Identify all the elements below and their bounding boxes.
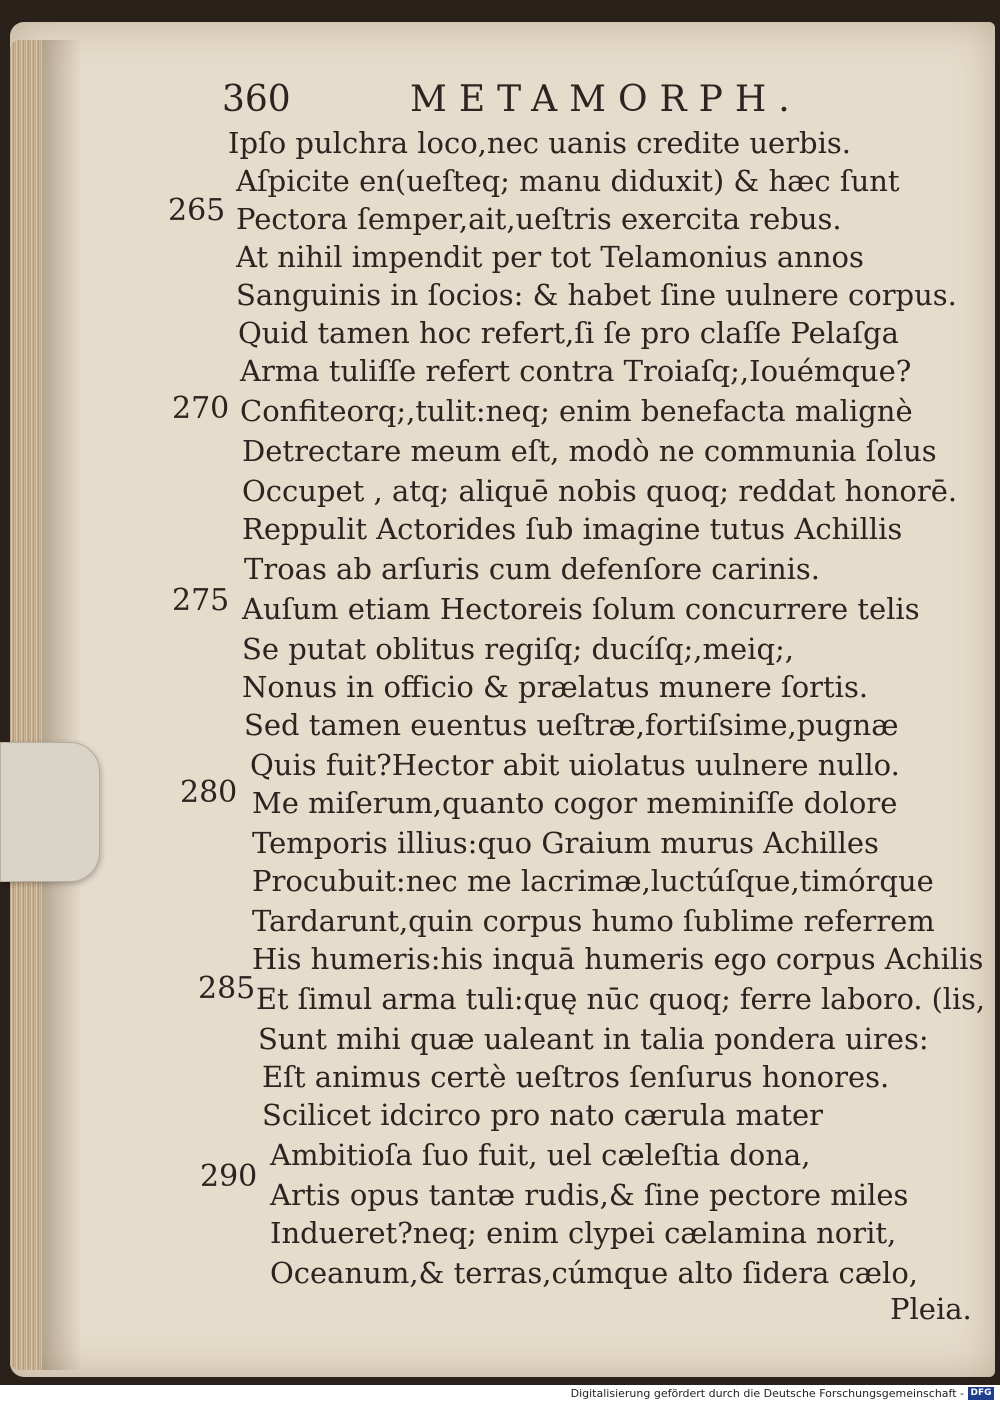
line-number: 280 [180,775,238,810]
verse-line: Quis fuit?Hector abit uiolatus uulnere nullo. [250,748,900,782]
verse-line: Procubuit:nec me lacrimæ,luctúſque,timórque [252,864,934,898]
verse-line: Reppulit Actorides ſub imagine tutus Achillis [242,512,903,546]
verse-line: Pectora ſemper,ait,ueſtris exercita rebus. [236,202,842,236]
verse-line: Indueret?neq; enim clypei cælamina norit, [270,1216,897,1250]
line-number: 285 [198,971,256,1006]
verse-line: Sunt mihi quæ ualeant in talia pondera uires: [258,1022,929,1056]
verse-line: Occupet , atq; aliquē nobis quoq; reddat honorē. [242,474,958,508]
verse-line: Arma tuliſſe refert contra Troiaſq;,Iouémque? [240,354,912,388]
line-number: 265 [168,193,226,228]
verse-line: At nihil impendit per tot Telamonius annos [236,240,864,274]
dfg-logo: DFG [968,1387,994,1400]
verse-line: Tardarunt,quin corpus humo ſublime referrem [252,904,935,938]
verse-line: Nonus in officio & prælatus munere ſortis. [242,670,869,704]
verse-line: Se putat oblitus regiſq; ducíſq;,meiq;, [242,632,794,666]
verse-line: Et ſimul arma tuli:quę nūc quoq; ferre laboro. (lis, [256,982,985,1016]
verse-line: Detrectare meum eſt, modò ne communia ſolus [242,434,937,468]
verse-line: Temporis illius:quo Graium murus Achilles [252,826,879,860]
digitization-footer [0,1385,1000,1403]
verse-line: Sed tamen euentus ueſtræ,fortiſsime,pugnæ [244,708,899,742]
catchword: Pleia. [890,1292,972,1326]
line-number: 270 [172,391,230,426]
verse-line: Ambitioſa ſuo fuit, uel cæleſtia dona, [270,1138,811,1172]
verse-line: Aſpicite en(ueſteq; manu diduxit) & hæc ſunt [236,164,900,198]
verse-line: His humeris:his inquā humeris ego corpus Achilis [252,942,984,976]
verse-line: Auſum etiam Hectoreis ſolum concurrere telis [242,592,920,626]
verse-line: Troas ab arſuris cum defenſore carinis. [244,552,821,586]
running-title: METAMORPH. [410,79,802,120]
verse-line: Ipſo pulchra loco,nec uanis credite uerbis. [228,126,851,160]
verse-line: Me miſerum,quanto cogor meminiſſe dolore [252,786,898,820]
page-number: 360 [222,79,291,120]
verse-line: Quid tamen hoc refert,ſi ſe pro claſſe Pelaſga [238,316,899,350]
verse-line: Confiteorq;,tulit:neq; enim benefacta malignè [240,394,913,428]
verse-line: Oceanum,& terras,cúmque alto ſidera cælo, [270,1256,918,1290]
verse-line: Scilicet idcirco pro nato cærula mater [262,1098,824,1132]
line-number: 290 [200,1159,258,1194]
verse-line: Eſt animus certè ueſtros ſenſurus honores. [262,1060,890,1094]
funding-credit: Digitalisierung gefördert durch die Deutsche Forschungsgemeinschaft - [570,1387,964,1400]
line-number: 275 [172,583,230,618]
verse-line: Artis opus tantæ rudis,& ſine pectore miles [270,1178,909,1212]
verse-line: Sanguinis in ſocios: & habet ſine uulnere corpus. [236,278,957,312]
